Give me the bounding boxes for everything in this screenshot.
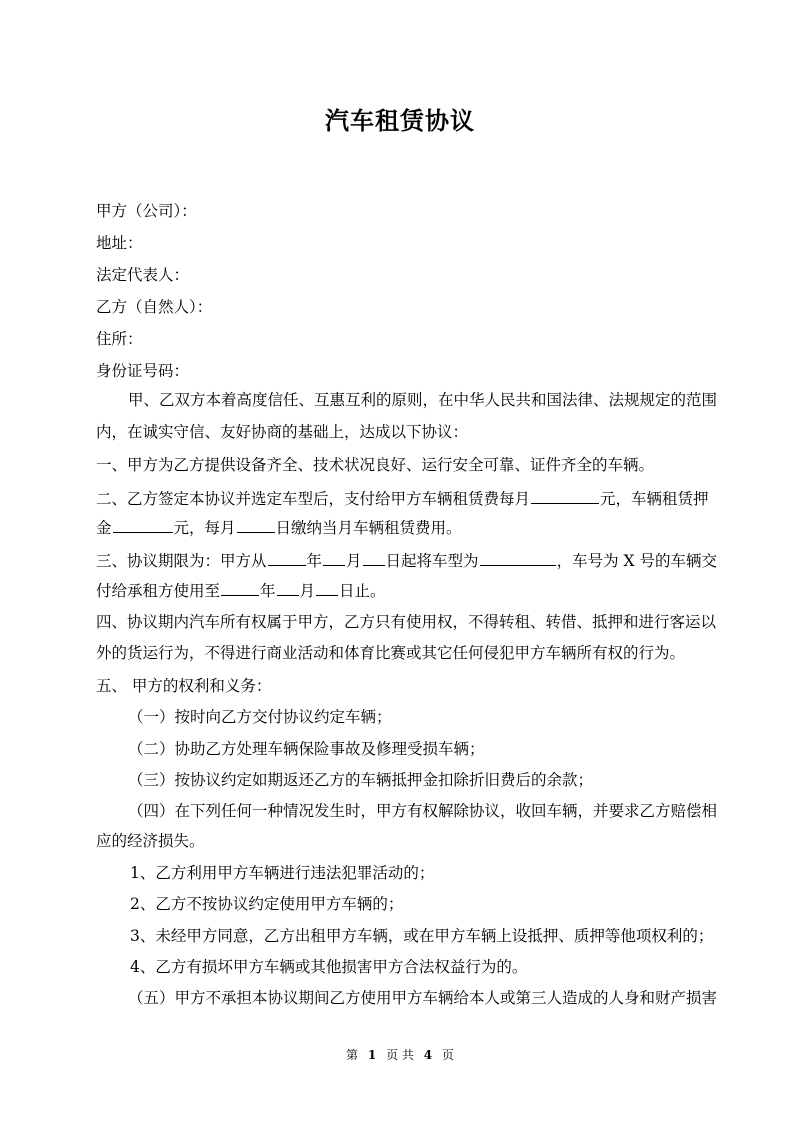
- clause-4-line2: 外的货运行为，不得进行商业活动和体育比赛或其它任何侵犯甲方车辆所有权的行为。: [96, 644, 686, 662]
- clause-3-text-i: 日止。: [339, 582, 386, 600]
- termination-item-1: 1、乙方利用甲方车辆进行违法犯罪活动的；: [130, 864, 435, 882]
- start-year-blank: [268, 549, 306, 566]
- car-model-blank: [480, 549, 556, 566]
- clause-3-text-d: 日起将车型为: [385, 552, 479, 570]
- clause-2-line1: [96, 487, 746, 509]
- clause-5-item-2: （二）协助乙方处理车辆保险事故及修理受损车辆；: [128, 740, 485, 758]
- intro-paragraph-line2: 内，在诚实守信、友好协商的基础上，达成以下协议：: [96, 423, 469, 441]
- footer-prefix: 第: [346, 1048, 359, 1062]
- start-month-blank: [323, 549, 345, 566]
- clause-5-item-4-line1: （四）在下列任何一种情况发生时，甲方有权解除协议，收回车辆，并要求乙方赔偿相: [128, 802, 718, 820]
- clause-3-line1: [96, 549, 746, 571]
- footer-middle: 页 共: [386, 1048, 414, 1062]
- clause-3-text-f: 付给承租方使用至: [96, 582, 221, 600]
- clause-2-text-c: 金: [96, 519, 112, 537]
- clause-5-item-1: （一）按时向乙方交付协议约定车辆；: [128, 708, 392, 726]
- end-month-blank: [277, 579, 299, 596]
- clause-4-line1: 四、协议期内汽车所有权属于甲方，乙方只有使用权，不得转租、转借、抵押和进行客运以: [96, 613, 717, 631]
- clause-2-text-e: 日缴纳当月车辆租赁费用。: [275, 519, 462, 537]
- clause-5-heading: 五、 甲方的权利和义务：: [96, 677, 272, 695]
- clause-5-item-5: （五）甲方不承担本协议期间乙方使用甲方车辆给本人或第三人造成的人身和财产损害: [128, 989, 718, 1007]
- clause-2-text-a: 二、乙方签定本协议并选定车型后，支付给甲方车辆租赁费每月: [96, 490, 531, 508]
- payment-day-blank: [237, 516, 275, 533]
- id-number-label: 身份证号码：: [96, 362, 190, 380]
- clause-3-text-h: 月: [299, 582, 316, 600]
- footer-suffix: 页: [441, 1048, 454, 1062]
- clause-5-item-4-line2: 应的经济损失。: [96, 832, 205, 850]
- footer-page-number: 1: [367, 1048, 377, 1062]
- termination-item-3: 3、未经甲方同意，乙方出租甲方车辆，或在甲方车辆上设抵押、质押等他项权利的；: [130, 927, 714, 945]
- deposit-blank: [113, 516, 173, 533]
- legal-rep-label: 法定代表人：: [96, 266, 190, 284]
- end-day-blank: [316, 579, 338, 596]
- start-day-blank: [363, 549, 385, 566]
- intro-paragraph-line1: 甲、乙双方本着高度信任、互惠互利的原则，在中华人民共和国法律、法规规定的范围: [128, 391, 718, 409]
- clause-1: 一、甲方为乙方提供设备齐全、技术状况良好、运行安全可靠、证件齐全的车辆。: [96, 456, 655, 474]
- rent-blank: [531, 487, 599, 504]
- clause-3-text-c: 月: [346, 552, 362, 570]
- clause-3-text-g: 年: [260, 582, 276, 600]
- party-a-label: 甲方（公司）：: [96, 202, 197, 220]
- clause-3-line2: [96, 579, 746, 601]
- page-footer: [0, 1046, 800, 1063]
- clause-2-text-b: 元，车辆租赁押: [600, 490, 709, 508]
- clause-5-item-3: （三）按协议约定如期返还乙方的车辆抵押金扣除折旧费后的余款；: [128, 771, 594, 789]
- residence-label: 住所：: [96, 330, 143, 348]
- clause-2-text-d: 元，每月: [173, 519, 236, 537]
- clause-3-text-e: ，车号为 X 号的车辆交: [556, 552, 717, 570]
- termination-item-2: 2、乙方不按协议约定使用甲方车辆的；: [130, 895, 404, 913]
- footer-total-pages: 4: [423, 1048, 433, 1062]
- document-title: 汽车租赁协议: [325, 107, 475, 135]
- address-label: 地址：: [96, 234, 143, 252]
- termination-item-4: 4、乙方有损坏甲方车辆或其他损害甲方合法权益行为的。: [130, 958, 528, 976]
- clause-3-text-b: 年: [306, 552, 323, 570]
- clause-2-line2: [96, 516, 746, 538]
- clause-3-text-a: 三、协议期限为：甲方从: [96, 552, 267, 570]
- party-b-label: 乙方（自然人）：: [96, 298, 213, 316]
- end-year-blank: [221, 579, 259, 596]
